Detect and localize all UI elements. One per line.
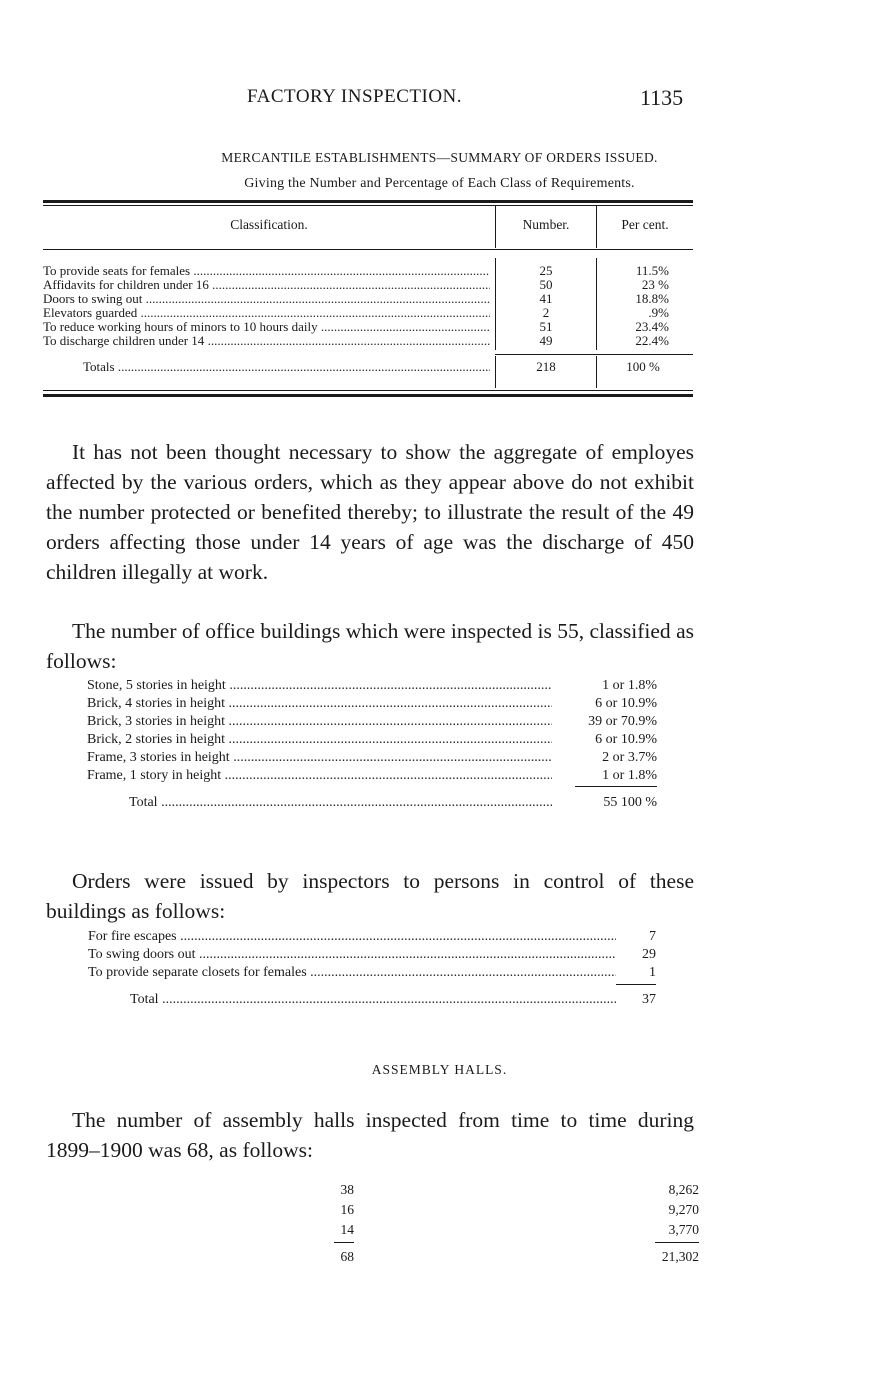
- row-number: 2: [542, 305, 550, 320]
- list-total: [87, 794, 667, 812]
- halls-total-count: 68: [340, 1249, 354, 1264]
- list-total-value: 37: [642, 992, 656, 1007]
- paragraph-office-intro: The number of office buildings which were inspected is 55, classified as follows:: [46, 619, 694, 673]
- table-top-rule: [43, 200, 693, 203]
- row-label: Affidavits for children under 16 .....: [43, 278, 490, 292]
- list-item: [87, 767, 667, 785]
- table-bottom-rule-thin: [43, 390, 693, 391]
- row-number: 51: [539, 319, 553, 334]
- list-item-label: To swing doors out .....: [88, 946, 616, 964]
- table-row: [43, 320, 693, 334]
- paragraph-aggregate: It has not been thought necessary to show the aggregate of employes affected by the various orders, which as they appear above do not exhibit the number protected or benefited thereby; to illustrate the result of the 49 orders affecting those under 14 years of age was the discharge of 450 children illegally at work.: [46, 440, 694, 584]
- totals-percent: 100 %: [626, 359, 660, 374]
- list-item: [87, 713, 667, 731]
- row-percent: 23 %: [641, 277, 669, 292]
- list-item: [87, 677, 667, 695]
- list-item-label: Frame, 3 stories in height .....: [87, 749, 552, 767]
- capacity-total-rule: [655, 1242, 699, 1243]
- capacity-value: 8,262: [668, 1182, 699, 1197]
- total-capacity-value: 21,302: [661, 1249, 699, 1264]
- table-row: [43, 264, 693, 278]
- hall-count: 14: [340, 1222, 354, 1237]
- summary-subtitle: Giving the Number and Percentage of Each Class of Requirements.: [244, 176, 635, 191]
- paragraph-halls-intro: The number of assembly halls inspected from time to time during 1899–1900 was 68, as follows:: [46, 1108, 694, 1162]
- count-total-rule: [334, 1242, 354, 1243]
- summary-table: [43, 200, 693, 400]
- row-percent: 22.4%: [635, 333, 669, 348]
- row-percent: .9%: [648, 305, 669, 320]
- row-number: 41: [539, 291, 553, 306]
- table-row: [43, 278, 693, 292]
- header-rule: [43, 249, 693, 250]
- list-total-label: Total .....: [130, 991, 616, 1009]
- list-item: [87, 731, 667, 749]
- halls-row: [47, 1200, 707, 1220]
- row-number: 25: [539, 263, 553, 278]
- list-item: [88, 946, 658, 964]
- page-number: 1135: [640, 85, 684, 110]
- halls-total-row: [47, 1247, 707, 1267]
- office-buildings-list: [87, 677, 667, 812]
- paragraph-orders-intro: Orders were issued by inspectors to persons in control of these buildings as follows:: [46, 869, 694, 923]
- list-item-label: Brick, 3 stories in height .....: [87, 713, 552, 731]
- row-percent: 18.8%: [635, 291, 669, 306]
- assembly-halls-heading: ASSEMBLY HALLS.: [371, 1062, 508, 1077]
- list-item-label: To provide separate closets for females .....: [88, 964, 616, 982]
- table-bottom-rule: [43, 394, 693, 397]
- list-item-value: 39 or 70.9%: [588, 714, 657, 729]
- hall-count: 38: [340, 1182, 354, 1197]
- row-label: Doors to swing out .....: [43, 292, 490, 306]
- row-percent: 11.5%: [635, 263, 669, 278]
- list-item: [87, 749, 667, 767]
- row-number: 50: [539, 277, 553, 292]
- list-total: [88, 991, 658, 1009]
- row-number: 49: [539, 333, 553, 348]
- list-item-value: 6 or 10.9%: [595, 732, 657, 747]
- list-item-value: 6 or 10.9%: [595, 696, 657, 711]
- list-total-label: Total .....: [129, 794, 552, 812]
- assembly-halls-table: [47, 1180, 707, 1270]
- list-item-value: 1: [649, 965, 656, 980]
- list-item-value: 1 or 1.8%: [602, 768, 657, 783]
- totals-number: 218: [536, 359, 556, 374]
- table-row: [43, 334, 693, 348]
- column-header-number: Number.: [522, 217, 570, 232]
- list-item-value: 2 or 3.7%: [602, 750, 657, 765]
- running-title: FACTORY INSPECTION.: [247, 86, 463, 107]
- column-header-percent: Per cent.: [621, 217, 669, 232]
- capacity-value: 3,770: [668, 1222, 699, 1237]
- row-label: To provide seats for females .....: [43, 264, 490, 278]
- list-item-value: 29: [642, 947, 656, 962]
- list-item-label: Stone, 5 stories in height .....: [87, 677, 552, 695]
- table-row: [43, 306, 693, 320]
- list-item-label: Brick, 2 stories in height .....: [87, 731, 552, 749]
- list-item-label: Brick, 4 stories in height .....: [87, 695, 552, 713]
- hall-count: 16: [340, 1202, 354, 1217]
- halls-row: [47, 1180, 707, 1200]
- row-percent: 23.4%: [635, 319, 669, 334]
- row-label: To discharge children under 14 .....: [43, 334, 490, 348]
- capacity-value: 9,270: [668, 1202, 699, 1217]
- column-header-classification: Classification.: [230, 217, 308, 232]
- list-item-label: For fire escapes .....: [88, 928, 616, 946]
- list-item: [88, 964, 658, 982]
- orders-list: [88, 928, 658, 1009]
- table-row: [43, 292, 693, 306]
- running-header: [0, 86, 879, 116]
- totals-row: [43, 360, 693, 374]
- row-label: To reduce working hours of minors to 10 hours daily .....: [43, 320, 490, 334]
- list-item-label: Frame, 1 story in height .....: [87, 767, 552, 785]
- list-item-value: 7: [649, 929, 656, 944]
- row-label: Elevators guarded .....: [43, 306, 490, 320]
- total-rule: [616, 984, 656, 985]
- summary-title: MERCANTILE ESTABLISHMENTS—SUMMARY OF ORDERS ISSUED.: [221, 150, 658, 165]
- totals-rule: [495, 354, 693, 355]
- total-rule: [575, 786, 657, 787]
- list-item: [88, 928, 658, 946]
- halls-row: [47, 1220, 707, 1240]
- list-total-value: 55 100 %: [603, 795, 657, 810]
- list-item: [87, 695, 667, 713]
- list-item-value: 1 or 1.8%: [602, 678, 657, 693]
- totals-label: Totals .....: [83, 360, 490, 374]
